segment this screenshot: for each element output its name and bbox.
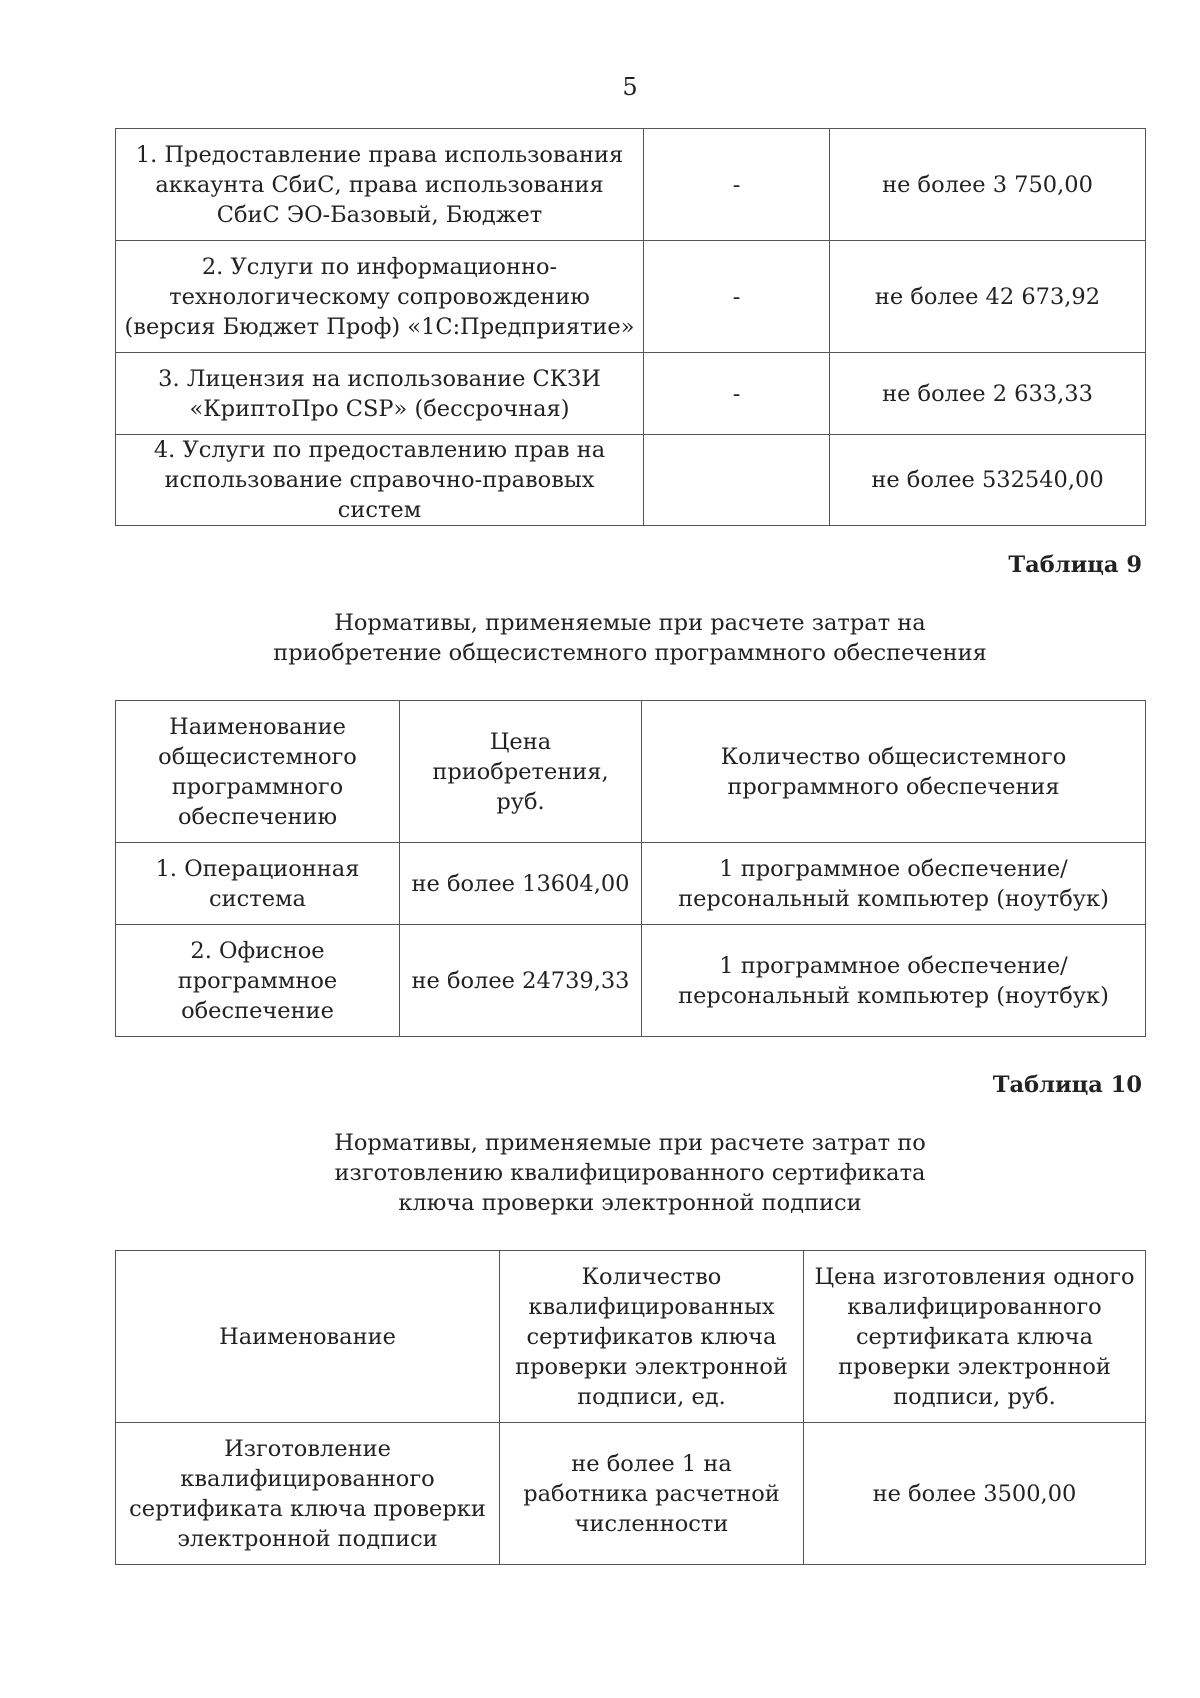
table-9	[115, 700, 1146, 1037]
item-name: 1. Предоставление права использования аккаунта СбиС, права использования СбиС ЭО-Базовый, Бюджет	[116, 129, 644, 241]
item-price: не более 3500,00	[804, 1423, 1146, 1565]
page-number: 5	[622, 73, 638, 101]
table-9-title: Нормативы, применяемые при расчете затрат на приобретение общесистемного программного обеспечения	[273, 610, 987, 666]
item-name: Изготовление квалифицированного сертификата ключа проверки электронной подписи	[116, 1423, 500, 1565]
item-qty: 1 программное обеспечение/персональный компьютер (ноутбук)	[642, 925, 1146, 1037]
table-row	[116, 435, 1146, 526]
table-8-continuation	[115, 128, 1146, 526]
table-row	[116, 129, 1146, 241]
table-10-title: Нормативы, применяемые при расчете затрат по изготовлению квалифицированного сертификата ключа проверки электронной подписи	[334, 1130, 926, 1216]
item-price: не более 13604,00	[400, 843, 642, 925]
item-price: не более 2 633,33	[830, 353, 1146, 435]
header-qty: Количество общесистемного программного обеспечения	[642, 701, 1146, 843]
item-name: 3. Лицензия на использование СКЗИ «КриптоПро CSP» (бессрочная)	[116, 353, 644, 435]
table-10-caption: Таблица 10	[992, 1072, 1142, 1098]
item-name: 2. Офисное программное обеспечение	[116, 925, 400, 1037]
header-price: Цена изготовления одного квалифицированного сертификата ключа проверки электронной подписи, руб.	[804, 1251, 1146, 1423]
header-name: Наименование	[116, 1251, 500, 1423]
item-name: 4. Услуги по предоставлению прав на использование справочно-правовых систем	[116, 435, 644, 526]
table-row	[116, 925, 1146, 1037]
header-qty: Количество квалифицированных сертификатов ключа проверки электронной подписи, ед.	[500, 1251, 804, 1423]
table-row	[116, 843, 1146, 925]
table-header-row	[116, 701, 1146, 843]
table-9-caption: Таблица 9	[1008, 552, 1142, 578]
item-price: не более 24739,33	[400, 925, 642, 1037]
item-price: не более 42 673,92	[830, 241, 1146, 353]
item-qty: -	[644, 353, 830, 435]
item-price: не более 532540,00	[830, 435, 1146, 526]
table-row	[116, 241, 1146, 353]
table-row	[116, 353, 1146, 435]
table-row	[116, 1423, 1146, 1565]
item-name: 1. Операционная система	[116, 843, 400, 925]
table-10	[115, 1250, 1146, 1565]
header-name: Наименование общесистемного программного обеспечению	[116, 701, 400, 843]
item-qty: не более 1 на работника расчетной численности	[500, 1423, 804, 1565]
table-header-row	[116, 1251, 1146, 1423]
item-qty: 1 программное обеспечение/персональный компьютер (ноутбук)	[642, 843, 1146, 925]
header-price: Цена приобретения, руб.	[400, 701, 642, 843]
item-qty	[644, 435, 830, 526]
item-name: 2. Услуги по информационно-технологическому сопровождению (версия Бюджет Проф) «1С:Предприятие»	[116, 241, 644, 353]
item-qty: -	[644, 129, 830, 241]
item-qty: -	[644, 241, 830, 353]
item-price: не более 3 750,00	[830, 129, 1146, 241]
